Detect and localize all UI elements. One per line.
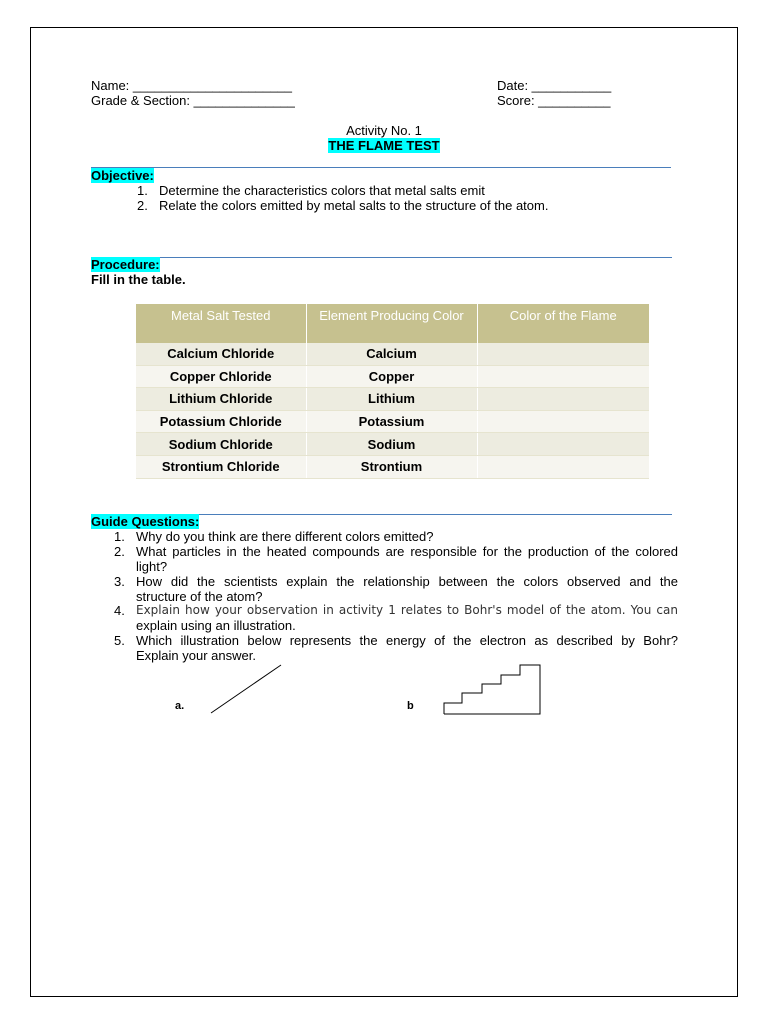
procedure-heading-wrap: [91, 257, 160, 272]
metal-salt-cell: Strontium Chloride: [136, 455, 306, 478]
illustration-b-label: b: [407, 700, 414, 712]
flame-color-cell[interactable]: [477, 433, 649, 456]
column-header: Color of the Flame: [477, 304, 649, 343]
question-text: Explain how your observation in activity 1 relates to Bohr's model of the atom. You can: [136, 603, 678, 617]
table-row: [136, 388, 649, 411]
table-row: [136, 343, 649, 365]
flame-color-cell[interactable]: [477, 388, 649, 411]
activity-title-wrap: [0, 138, 768, 153]
table-row: [136, 433, 649, 456]
guide-heading-wrap: [91, 514, 199, 529]
question-text-cont: explain using an illustration.: [136, 618, 296, 633]
question-text: What particles in the heated compounds are responsible for the production of the colored: [136, 544, 678, 559]
question-text: Why do you think are there different colors emitted?: [136, 529, 434, 544]
table-row: [136, 365, 649, 388]
flame-color-cell[interactable]: [477, 365, 649, 388]
procedure-instruction: Fill in the table.: [91, 272, 186, 287]
element-cell: Copper: [306, 365, 477, 388]
guide-heading: Guide Questions:: [91, 514, 200, 529]
column-header: Metal Salt Tested: [136, 304, 306, 343]
metal-salt-cell: Lithium Chloride: [136, 388, 306, 411]
metal-salt-cell: Potassium Chloride: [136, 410, 306, 433]
element-cell: Potassium: [306, 410, 477, 433]
objective-rule: [91, 167, 671, 168]
table-row: [136, 455, 649, 478]
illustration-a-label: a.: [175, 700, 185, 712]
objective-heading: Objective:: [91, 168, 154, 183]
question-num: 2.: [114, 544, 125, 559]
flame-color-cell[interactable]: [477, 343, 649, 365]
question-text: Which illustration below represents the energy of the electron as described by Bohr?: [136, 633, 678, 648]
procedure-heading: Procedure:: [91, 257, 160, 272]
date-field[interactable]: Date: ___________: [497, 78, 612, 93]
objective-num: 2.: [137, 198, 148, 213]
illustration-a-diagonal-line: [200, 660, 290, 720]
illustration-b-staircase: [440, 660, 546, 720]
element-cell: Calcium: [306, 343, 477, 365]
table-row: [136, 410, 649, 433]
objective-num: 1.: [137, 183, 148, 198]
element-cell: Lithium: [306, 388, 477, 411]
question-text-cont: light?: [136, 559, 168, 574]
activity-number: Activity No. 1: [346, 123, 422, 138]
procedure-rule: [91, 257, 672, 258]
flame-color-cell[interactable]: [477, 455, 649, 478]
table-header-row: [136, 304, 649, 343]
objective-heading-wrap: [91, 168, 154, 183]
objective-item: Relate the colors emitted by metal salts to the structure of the atom.: [159, 198, 549, 213]
question-text-cont: Explain your answer.: [136, 648, 256, 663]
question-text: How did the scientists explain the relationship between the colors observed and the: [136, 574, 678, 589]
question-text-cont: structure of the atom?: [136, 589, 263, 604]
element-cell: Sodium: [306, 433, 477, 456]
question-num: 3.: [114, 574, 125, 589]
metal-salt-cell: Sodium Chloride: [136, 433, 306, 456]
element-cell: Strontium: [306, 455, 477, 478]
question-num: 4.: [114, 603, 125, 618]
flame-test-table: [136, 304, 649, 479]
metal-salt-cell: Copper Chloride: [136, 365, 306, 388]
grade-section-field[interactable]: Grade & Section: ______________: [91, 93, 295, 108]
score-field[interactable]: Score: __________: [497, 93, 611, 108]
question-num: 5.: [114, 633, 125, 648]
activity-title: THE FLAME TEST: [328, 138, 440, 153]
question-num: 1.: [114, 529, 125, 544]
name-field[interactable]: Name: ______________________: [91, 78, 292, 93]
objective-item: Determine the characteristics colors that metal salts emit: [159, 183, 485, 198]
flame-color-cell[interactable]: [477, 410, 649, 433]
metal-salt-cell: Calcium Chloride: [136, 343, 306, 365]
column-header: Element Producing Color: [306, 304, 477, 343]
